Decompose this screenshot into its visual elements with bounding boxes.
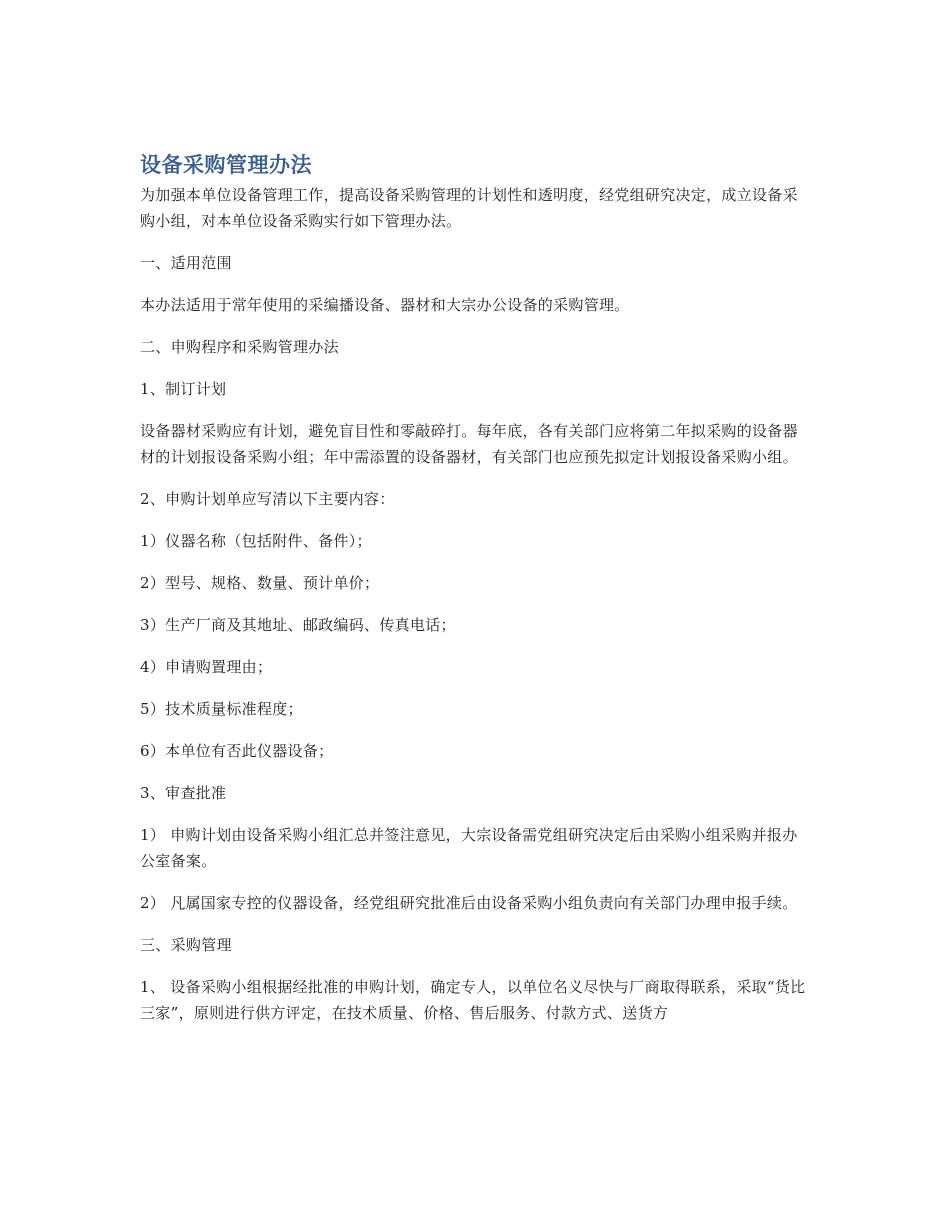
list-item: 3）生产厂商及其地址、邮政编码、传真电话； [140, 616, 456, 634]
plan-paragraph: 设备器材采购应有计划，避免盲目性和零敲碎打。每年底，各有关部门应将第二年拟采购的设备器材的计划报设备采购小组；年中需添置的设备器材，有关部门也应预先拟定计划报设备采购小组。 [140, 422, 798, 466]
subheading-request-form: 2、申购计划单应写清以下主要内容： [140, 490, 395, 508]
document-title: 设备采购管理办法 [140, 153, 312, 177]
subheading-approval: 3、审查批准 [140, 784, 227, 802]
section-heading-procedure: 二、申购程序和采购管理办法 [140, 338, 339, 356]
purchase-paragraph: 1、 设备采购小组根据经批准的申购计划，确定专人，以单位名义尽快与厂商取得联系，采取“货比三家”，原则进行供方评定，在技术质量、价格、售后服务、付款方式、送货方 [140, 978, 806, 1022]
intro-paragraph: 为加强本单位设备管理工作，提高设备采购管理的计划性和透明度，经党组研究决定，成立设备采购小组，对本单位设备采购实行如下管理办法。 [140, 186, 798, 230]
list-item: 6）本单位有否此仪器设备； [140, 742, 334, 760]
approval-item: 1） 申购计划由设备采购小组汇总并签注意见，大宗设备需党组研究决定后由采购小组采购并报办公室备案。 [140, 826, 798, 870]
list-item: 5）技术质量标准程度； [140, 700, 303, 718]
section-heading-purchase: 三、采购管理 [140, 936, 232, 954]
section-heading-scope: 一、适用范围 [140, 254, 232, 272]
document-page [140, 150, 812, 1042]
list-item: 4）申请购置理由； [140, 658, 273, 676]
list-item: 1）仪器名称（包括附件、备件）； [140, 532, 372, 550]
approval-item: 2） 凡属国家专控的仪器设备，经党组研究批准后由设备采购小组负责向有关部门办理申报手续。 [140, 894, 798, 912]
subheading-plan: 1、制订计划 [140, 380, 227, 398]
list-item: 2）型号、规格、数量、预计单价； [140, 574, 380, 592]
scope-paragraph: 本办法适用于常年使用的采编播设备、器材和大宗办公设备的采购管理。 [140, 296, 630, 314]
